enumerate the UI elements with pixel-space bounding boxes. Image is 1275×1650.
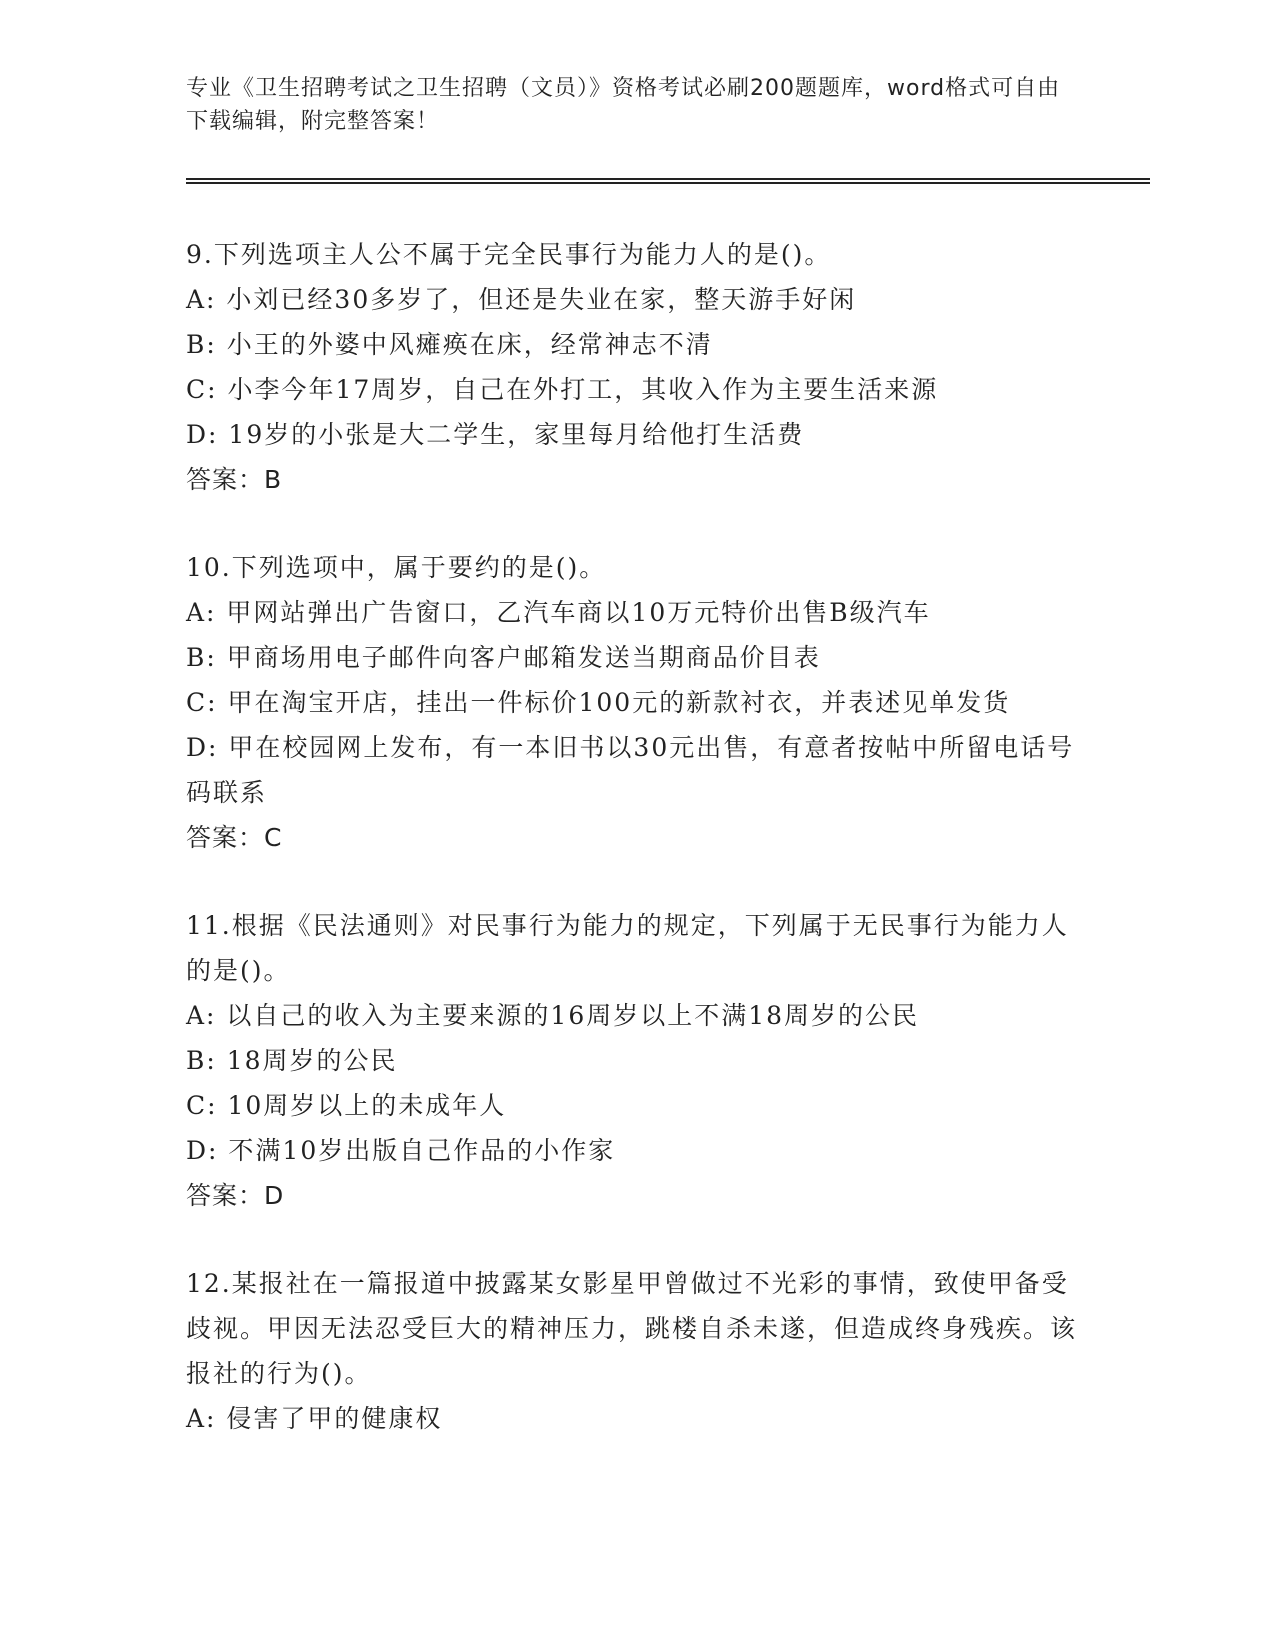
option-d: D: 甲在校园网上发布，有一本旧书以30元出售，有意者按帖中所留电话号码联系 — [186, 733, 1075, 807]
question-10 — [186, 545, 1086, 860]
question-12 — [186, 1261, 1086, 1441]
question-stem: 9.下列选项主人公不属于完全民事行为能力人的是()。 — [186, 240, 832, 269]
option-c: C: 甲在淘宝开店，挂出一件标价100元的新款衬衣，并表述见单发货 — [186, 688, 1011, 717]
option-c: C: 小李今年17周岁，自己在外打工，其收入作为主要生活来源 — [186, 375, 939, 404]
question-stem: 10.下列选项中，属于要约的是()。 — [186, 553, 607, 582]
option-a: A: 侵害了甲的健康权 — [186, 1404, 443, 1433]
option-b: B: 18周岁的公民 — [186, 1046, 398, 1075]
option-a: A: 以自己的收入为主要来源的16周岁以上不满18周岁的公民 — [186, 1001, 920, 1030]
option-d: D: 19岁的小张是大二学生，家里每月给他打生活费 — [186, 420, 805, 449]
question-11 — [186, 903, 1086, 1218]
question-stem: 12.某报社在一篇报道中披露某女影星甲曾做过不光彩的事情，致使甲备受歧视。甲因无法忍受巨大的精神压力，跳楼自杀未遂，但造成终身残疾。该报社的行为()。 — [186, 1269, 1078, 1388]
header-divider — [186, 178, 1150, 184]
answer-line: 答案：C — [186, 823, 283, 852]
option-b: B: 甲商场用电子邮件向客户邮箱发送当期商品价目表 — [186, 643, 821, 672]
question-9 — [186, 232, 1086, 502]
option-b: B: 小王的外婆中风瘫痪在床，经常神志不清 — [186, 330, 713, 359]
option-d: D: 不满10岁出版自己作品的小作家 — [186, 1136, 616, 1165]
document-header: 专业《卫生招聘考试之卫生招聘（文员）》资格考试必刷200题题库，word格式可自由下载编辑，附完整答案！ — [186, 76, 1061, 134]
question-list — [186, 232, 1086, 1484]
answer-line: 答案：D — [186, 1181, 285, 1210]
question-stem: 11.根据《民法通则》对民事行为能力的规定，下列属于无民事行为能力人的是()。 — [186, 911, 1069, 985]
option-a: A: 甲网站弹出广告窗口，乙汽车商以10万元特价出售B级汽车 — [186, 598, 931, 627]
option-a: A: 小刘已经30多岁了，但还是失业在家，整天游手好闲 — [186, 285, 857, 314]
answer-line: 答案：B — [186, 465, 283, 494]
option-c: C: 10周岁以上的未成年人 — [186, 1091, 507, 1120]
